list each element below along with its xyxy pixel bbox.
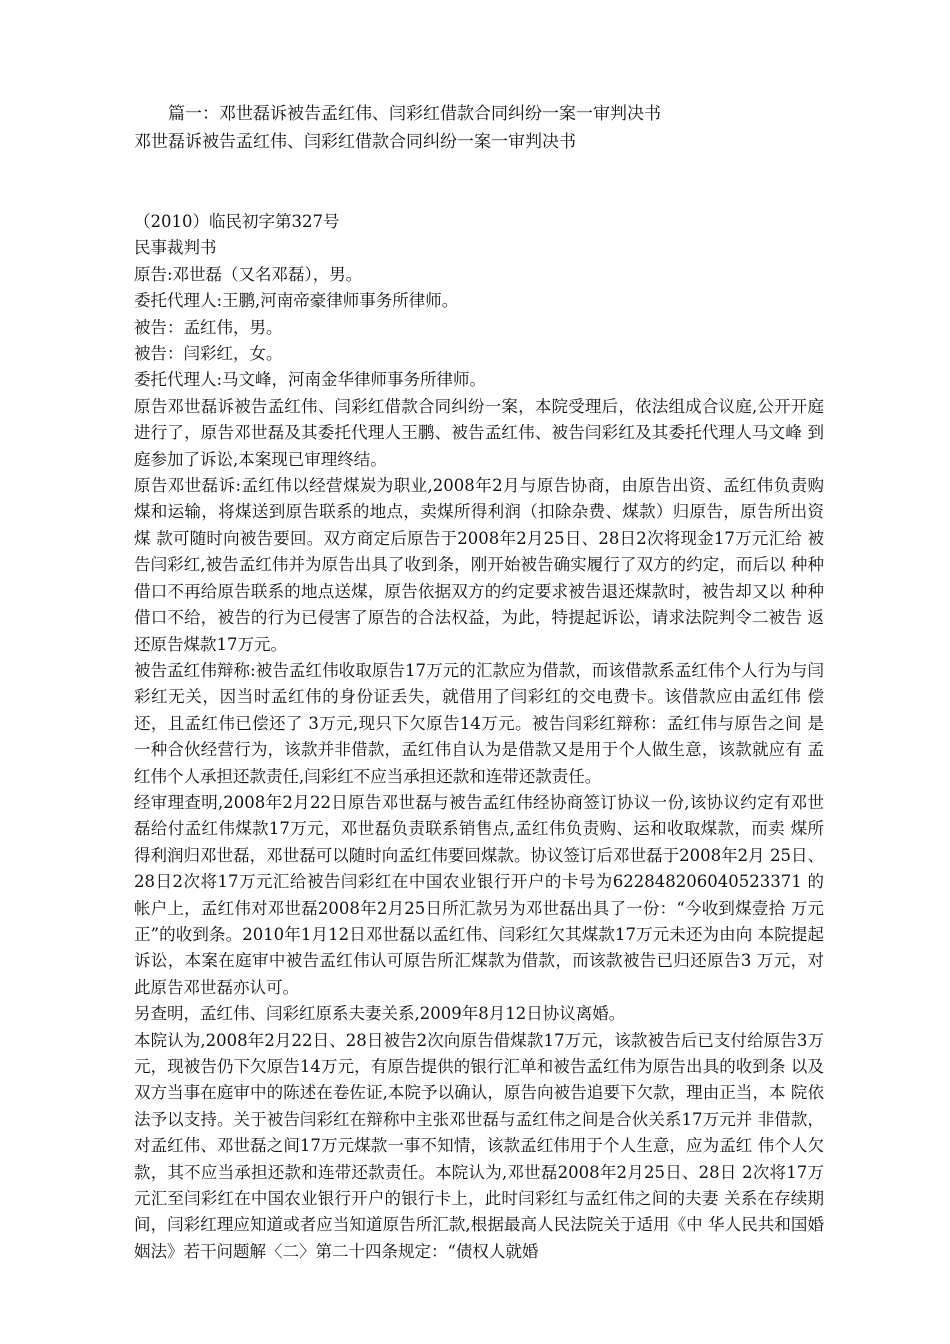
party-plaintiff-agent: 委托代理人:王鹏,河南帝豪律师事务所律师。 [134, 291, 459, 311]
party-defendant-agent: 委托代理人:马文峰，河南金华律师事务所律师。 [134, 370, 487, 390]
paragraph-findings: 经审理查明,2008年2月22日原告邓世磊与被告孟红伟经协商签订协议一份,该协议约定有邓世磊给付孟红伟煤款17万元，邓世磊负责联系销售点,孟红伟负责购、运和收取煤款，而卖 煤所得利润归邓世磊，邓世磊可以随时向孟红伟要回煤款。协议签订后邓世磊于2008年2月 25日、28日2次将17万元汇给被告闫彩红在中国农业银行开户的卡号为622848206040523371 的帐户上，孟红伟对邓世磊2008年2月25日所汇款另为邓世磊出具了一份：“今收到煤壹拾 万元正”的收到条。2010年1月12日邓世磊以孟红伟、闫彩红欠其煤款17万元未还为由向 本院提起诉讼，本案在庭审中被告孟红伟认可原告所汇煤款为借款，而该款被告已归还原告3 万元，对此原告邓世磊亦认可。 [134, 792, 824, 997]
title-block [134, 100, 824, 156]
document-type: 民事裁判书 [134, 238, 217, 258]
party-defendant-yan: 被告：闫彩红，女。 [134, 344, 283, 364]
document-title: 邓世磊诉被告孟红伟、闫彩红借款合同纠纷一案一审判决书 [134, 132, 576, 152]
party-plaintiff: 原告:邓世磊（又名邓磊），男。 [134, 264, 363, 284]
paragraph-court-opinion: 本院认为,2008年2月22日、28日被告2次向原告借煤款17万元，该款被告后已支付给原告3万元，现被告仍下欠原告14万元，有原告提供的银行汇单和被告孟红伟为原告出具的收到条 以及双方当事在庭审中的陈述在卷佐证,本院予以确认，原告向被告追要下欠款，理由正当，本 院依法予以支持。关于被告闫彩红在辩称中主张邓世磊与孟红伟之间是合伙关系17万元并 非借款，对孟红伟、邓世磊之间17万元煤款一事不知情，该款孟红伟用于个人生意，应为孟红 伟个人欠款，其不应当承担还款和连带还款责任。本院认为,邓世磊2008年2月25日、28日 2次将17万元汇至闫彩红在中国农业银行开户的银行卡上，此时闫彩红与孟红伟之间的夫妻 关系在存续期间，闫彩红理应知道或者应当知道原告所汇款,根据最高人民法院关于适用《中 华人民共和国婚姻法》若干问题解〈二〉第二十四条规定：“债权人就婚 [134, 1030, 824, 1261]
case-number: （2010）临民初字第327号 [134, 212, 340, 231]
document-title-prefixed: 篇一：邓世磊诉被告孟红伟、闫彩红借款合同纠纷一案一审判决书 [168, 104, 661, 124]
paragraph-plaintiff-claim: 原告邓世磊诉:孟红伟以经营煤炭为职业,2008年2月与原告协商，由原告出资、孟红伟负责购煤和运输，将煤送到原告联系的地点，卖煤所得利润（扣除杂费、煤款）归原告，原告所出资煤 款可随时向被告要回。双方商定后原告于2008年2月25日、28日2次将现金17万元汇给 被告闫彩红,被告孟红伟并为原告出具了收到条，刚开始被告确实履行了双方的约定，而后以 种种借口不再给原告联系的地点送煤，原告依据双方的约定要求被告退还煤款时，被告却又以 种种借口不给，被告的行为已侵害了原告的合法权益，为此，特提起诉讼，请求法院判令二被告 返还原告煤款17万元。 [134, 476, 824, 654]
paragraph-defendant-defense: 被告孟红伟辩称:被告孟红伟收取原告17万元的汇款应为借款，而该借款系孟红伟个人行为与闫彩红无关，因当时孟红伟的身份证丢失，就借用了闫彩红的交电费卡。该借款应由孟红伟 偿还，且孟红伟已偿还了 3万元,现只下欠原告14万元。被告闫彩红辩称：孟红伟与原告之间 是一种合伙经营行为，该款并非借款，孟红伟自认为是借款又是用于个人做生意，该款就应有 孟红伟个人承担还款责任,闫彩红不应当承担还款和连带还款责任。 [134, 660, 824, 786]
party-defendant-meng: 被告：孟红伟，男。 [134, 317, 283, 337]
paragraph-further-findings: 另查明，孟红伟、闫彩红原系夫妻关系,2009年8月12日协议离婚。 [134, 1004, 626, 1024]
paragraph-case-intro: 原告邓世磊诉被告孟红伟、闫彩红借款合同纠纷一案，本院受理后，依法组成合议庭,公开开庭进行了，原告邓世磊及其委托代理人王鹏、被告孟红伟、被告闫彩红及其委托代理人马文峰 到庭参加了诉讼,本案现已审理终结。 [134, 396, 824, 469]
document-body [134, 209, 824, 1265]
